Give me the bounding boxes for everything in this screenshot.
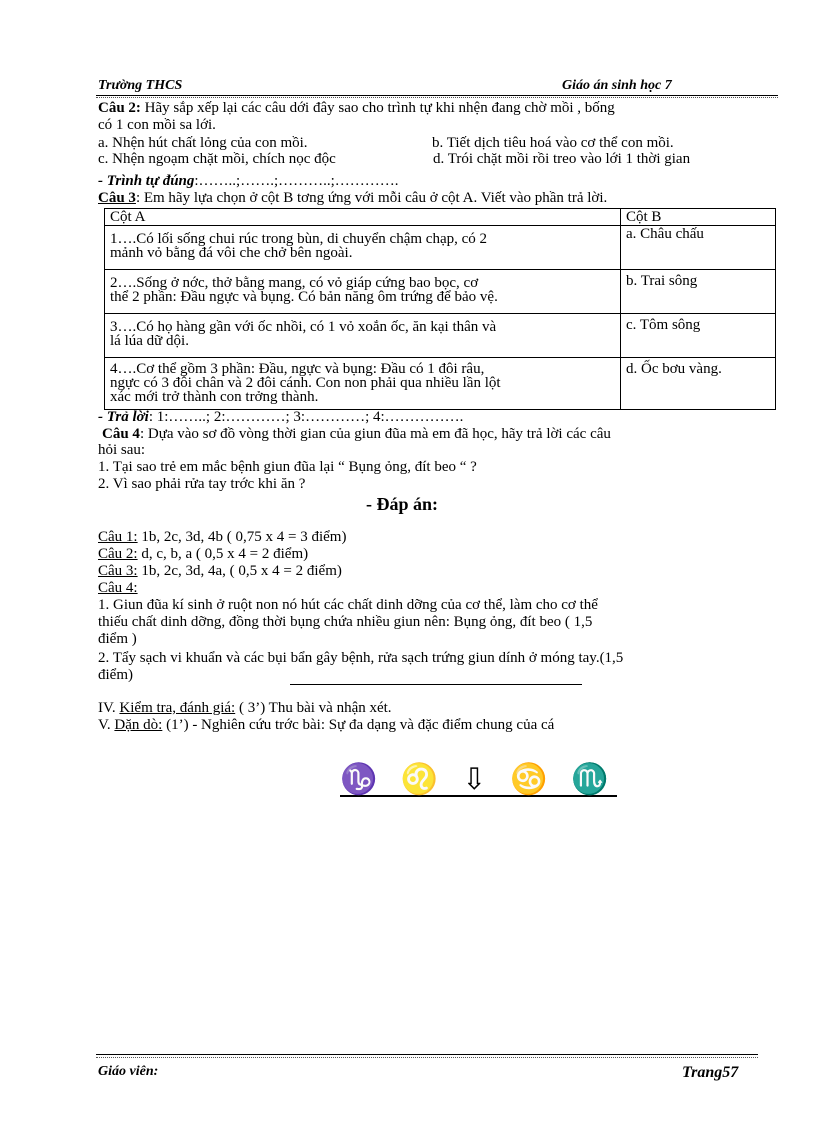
q3-answer-blank: : 1:……..; 2:…………; 3:…………; 4:……………. (148, 409, 464, 425)
q3-line (98, 191, 607, 206)
q2-option-c: c. Nhện ngoạm chặt mồi, chích nọc độc (98, 151, 336, 167)
section-v-text: (1’) - Nghiên cứu trớc bài: Sự đa dạng và đặc điểm chung của cá (162, 717, 555, 733)
col-a-header: Cột A (105, 209, 621, 226)
q4-label: Câu 4 (102, 426, 140, 442)
section-iv-label: Kiểm tra, đánh giá: (119, 700, 236, 716)
answer-1-label: Câu 1: (98, 529, 138, 545)
answers-title: - Đáp án: (366, 494, 439, 514)
section-iv-text: ( 3’) Thu bài và nhận xét. (235, 700, 392, 716)
answer-4-label: Câu 4: (98, 580, 138, 596)
q2-option-a: a. Nhện hút chất lỏng của con mồi. (98, 135, 308, 151)
answer-4-line5: điểm) (98, 667, 133, 683)
section-iv-prefix: IV. (98, 700, 120, 716)
footer-teacher: Giáo viên: (98, 1064, 159, 1079)
row3-col-a (105, 314, 621, 358)
footer-rule-dotted (96, 1057, 758, 1058)
answer-2 (98, 547, 308, 562)
q3-text: : Em hãy lựa chọn ở cột B tơng ứng với mỗi câu ở cột A. Viết vào phần trả lời. (135, 190, 608, 206)
q2-text1: Hãy sắp xếp lại các câu dới đây sao cho trình tự khi nhện đang chờ mồi , bống (140, 100, 615, 116)
answer-3-label: Câu 3: (98, 563, 138, 579)
row2-a2: thể 2 phần: Đầu ngực và bụng. Có bản năng ôm trứng để bảo vệ. (110, 289, 498, 305)
row3-a2: lá lúa dữ dội. (110, 333, 189, 349)
q2-order (98, 174, 399, 189)
header-rule (96, 95, 778, 96)
footer-rule (96, 1054, 758, 1055)
row4-a2: ngực có 3 đôi chân và 2 đôi cánh. Con non phải qua nhiều lần lột (110, 375, 501, 391)
table-row (105, 314, 776, 358)
q3-answer (98, 410, 463, 425)
q2-order-blank: :……..;…….;………..;…………. (194, 173, 399, 189)
row4-col-a (105, 358, 621, 410)
row1-a2: mảnh vỏ bằng đá vôi che chở bên ngoài. (110, 245, 353, 261)
q2-label: Câu 2: (98, 100, 141, 116)
answer-4-line3: điểm ) (98, 631, 137, 647)
section-v (98, 718, 554, 733)
q4-line2: hỏi sau: (98, 442, 146, 458)
q2-line1 (98, 101, 615, 116)
section-iv (98, 701, 392, 716)
section-v-label: Dặn dò: (114, 717, 163, 733)
decorative-symbols: ♑ ♌ ⇩ ♋ ♏ (340, 763, 617, 796)
q4-line1 (102, 427, 611, 442)
answer-2-label: Câu 2: (98, 546, 138, 562)
answer-4-line4: 2. Tẩy sạch vi khuẩn và các bụi bẩn gây bệnh, rửa sạch trứng giun dính ở móng tay.(1,5 (98, 650, 624, 666)
q4-text1: : Dựa vào sơ đồ vòng thời gian của giun đũa mà em đã học, hãy trả lời các câu (139, 426, 611, 442)
table-row (105, 270, 776, 314)
row4-col-b: d. Ốc bơu vàng. (621, 358, 776, 410)
row1-col-a (105, 226, 621, 270)
separator-line (290, 684, 582, 685)
q3-answer-label: - Trả lời (98, 409, 149, 425)
row1-a1: 1….Có lối sống chui rúc trong bùn, di chuyển chậm chạp, có 2 (110, 231, 488, 247)
answer-3-text: 1b, 2c, 3d, 4a, ( 0,5 x 4 = 2 điểm) (137, 563, 342, 579)
row2-col-b: b. Trai sông (621, 270, 776, 314)
matching-table (104, 208, 776, 410)
row2-a1: 2….Sống ở nớc, thở bằng mang, có vỏ giáp cứng bao bọc, cơ (110, 275, 479, 291)
q4-item2: 2. Vì sao phải rửa tay trớc khi ăn ? (98, 476, 306, 492)
q2-option-b: b. Tiết dịch tiêu hoá vào cơ thể con mồi. (432, 135, 674, 151)
row3-col-b: c. Tôm sông (621, 314, 776, 358)
q2-order-label: - Trình tự đúng (98, 173, 195, 189)
answer-4-line1: 1. Giun đũa kí sinh ở ruột non nó hút các chất dinh dỡng của cơ thể, làm cho cơ thể (98, 597, 598, 613)
header-subject: Giáo án sinh học 7 (562, 78, 672, 93)
footer-page: Trang57 (682, 1064, 739, 1081)
q2-option-d: d. Trói chặt mồi rồi treo vào lới 1 thời gian (433, 151, 691, 167)
q4-item1: 1. Tại sao trẻ em mắc bệnh giun đũa lại “ Bụng ỏng, đít beo “ ? (98, 459, 477, 475)
table-header-row (105, 209, 776, 226)
answer-3 (98, 564, 342, 579)
row3-a1: 3….Có họ hàng gần với ốc nhồi, có 1 vỏ xoắn ốc, ăn kại thân và (110, 319, 497, 335)
table-row (105, 358, 776, 410)
answer-4-line2: thiếu chất dinh dỡng, đồng thời bụng chứa nhiều giun nên: Bụng ỏng, đít beo ( 1,5 (98, 614, 593, 630)
row4-a3: xác mới trở thành con trởng thành. (110, 389, 319, 405)
q2-line2: có 1 con mồi sa lới. (98, 117, 216, 133)
header-school: Trường THCS (98, 78, 183, 93)
table-row (105, 226, 776, 270)
col-b-header: Cột B (621, 209, 776, 226)
section-v-prefix: V. (98, 717, 115, 733)
row2-col-a (105, 270, 621, 314)
answer-1-text: 1b, 2c, 3d, 4b ( 0,75 x 4 = 3 điểm) (137, 529, 347, 545)
answer-2-text: d, c, b, a ( 0,5 x 4 = 2 điểm) (137, 546, 309, 562)
answer-1 (98, 530, 346, 545)
row1-col-b: a. Châu chấu (621, 226, 776, 270)
row4-a1: 4….Cơ thể gồm 3 phần: Đầu, ngực và bụng: Đầu có 1 đôi râu, (110, 361, 485, 377)
header-rule-dotted (96, 97, 778, 98)
q3-label: Câu 3 (98, 190, 136, 206)
